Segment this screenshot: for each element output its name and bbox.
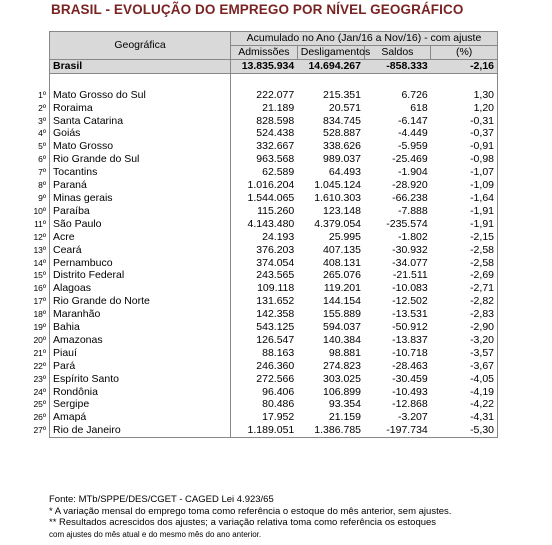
desligamentos-value: 98.881: [328, 346, 361, 359]
percent-value: 1,30: [431, 89, 498, 102]
percent-value: -4,05: [431, 373, 498, 386]
rank-label: 13º: [33, 244, 46, 255]
percent-value: -2,58: [431, 257, 498, 270]
table-row: [50, 424, 498, 437]
state-name: Amazonas: [53, 333, 103, 346]
table-row: [50, 360, 498, 373]
saldos-value: -10.493: [392, 385, 428, 398]
state-name: Pará: [53, 359, 76, 372]
admissoes-value: 96.406: [262, 385, 295, 398]
saldos-value: -12.502: [392, 295, 428, 308]
desligamentos-value: 1.045.124: [314, 179, 361, 192]
state-cell: [38, 88, 231, 102]
header-percent: (%): [431, 45, 498, 59]
page-title: BRASIL - EVOLUÇÃO DO EMPREGO POR NÍVEL GEOGRÁFICO: [51, 2, 464, 17]
state-name: Paraná: [53, 179, 87, 192]
table-row: [50, 231, 498, 244]
saldos-value: -13.531: [392, 308, 428, 321]
saldos-value: -5.959: [397, 140, 428, 153]
state-name: Minas gerais: [53, 191, 113, 204]
table-row: [50, 166, 498, 179]
state-cell: [33, 359, 231, 373]
admissoes-value: 17.952: [262, 411, 295, 424]
footnotes: [49, 494, 539, 540]
admissoes-value: 543.125: [256, 321, 295, 334]
saldos-value: -34.077: [392, 256, 428, 269]
percent-value: -0,37: [431, 127, 498, 140]
percent-value: -4,31: [431, 411, 498, 424]
rank-label: 7º: [38, 167, 46, 178]
admissoes-value: 1.016.204: [247, 179, 295, 192]
state-name: São Paulo: [53, 217, 102, 230]
saldos-value: -28.920: [392, 179, 428, 192]
rank-label: 25º: [33, 399, 46, 410]
admissoes-value: 246.360: [256, 359, 295, 372]
admissoes-value: 88.163: [262, 346, 295, 359]
rank-label: 3º: [38, 115, 46, 126]
brasil-name: Brasil: [50, 59, 231, 73]
percent-value: -2,58: [431, 244, 498, 257]
state-name: Mato Grosso do Sul: [53, 88, 146, 101]
admissoes-value: 963.568: [256, 153, 295, 166]
employment-table: [33, 31, 498, 438]
saldos-value: -197.734: [364, 424, 431, 437]
table-row: [50, 244, 498, 257]
state-name: Pernambuco: [53, 256, 113, 269]
saldos-value: -4.449: [397, 127, 428, 140]
saldos-value: -6.147: [397, 114, 428, 127]
state-name: Rio Grande do Norte: [53, 295, 150, 308]
percent-value: -3,67: [431, 360, 498, 373]
saldos-value: -30.459: [392, 372, 428, 385]
desligamentos-value: 93.354: [328, 398, 361, 411]
state-cell: [38, 153, 231, 166]
percent-value: -4,19: [431, 386, 498, 399]
state-cell: [33, 295, 231, 308]
state-cell: [33, 385, 231, 399]
desligamentos-value: 140.384: [323, 333, 361, 346]
desligamentos-value: 407.135: [323, 243, 361, 256]
saldos-value: -50.912: [392, 321, 428, 334]
state-name: Tocantins: [53, 166, 98, 179]
saldos-value: 618: [410, 101, 428, 114]
state-cell: [33, 204, 231, 218]
rank-label: 24º: [33, 386, 46, 397]
header-period: Acumulado no Ano (Jan/16 a Nov/16) - com ajuste: [231, 32, 498, 46]
saldos-value: -7.888: [397, 204, 428, 217]
saldos-value: -21.511: [392, 269, 428, 282]
table-row: [50, 411, 498, 424]
percent-value: -0,98: [431, 153, 498, 166]
saldos-value: -10.083: [392, 282, 428, 295]
admissoes-value: 21.189: [262, 101, 295, 114]
table-row: [50, 269, 498, 282]
desligamentos-value: 64.493: [328, 166, 361, 179]
rank-label: 27º: [33, 425, 46, 436]
rank-label: 21º: [33, 347, 46, 358]
admissoes-value: 332.667: [256, 140, 295, 153]
saldos-value: -66.238: [392, 191, 428, 204]
admissoes-value: 376.203: [256, 243, 295, 256]
saldos-value: -1.904: [397, 166, 428, 179]
rank-label: 22º: [33, 360, 46, 371]
table-row: [50, 321, 498, 334]
percent-value: -5,30: [431, 424, 498, 437]
header-desligamentos: Desligamentos: [297, 45, 364, 59]
state-name: Distrito Federal: [53, 269, 125, 282]
state-cell: [38, 179, 231, 192]
state-cell: [33, 411, 231, 424]
table-row: [50, 334, 498, 347]
percent-value: -0,91: [431, 140, 498, 153]
desligamentos-value: 21.159: [328, 411, 361, 424]
desligamentos-value: 834.745: [323, 114, 361, 127]
percent-value: -2,15: [431, 231, 498, 244]
state-cell: [38, 140, 231, 153]
desligamentos-value: 989.037: [323, 153, 361, 166]
state-cell: [33, 282, 231, 295]
brasil-saldos: -858.333: [364, 59, 431, 73]
saldos-value: -235.574: [386, 217, 428, 230]
state-name: Rio de Janeiro: [53, 424, 121, 437]
state-cell: [33, 230, 231, 244]
desligamentos-value: 106.899: [323, 385, 361, 398]
state-name: Paraíba: [53, 204, 90, 217]
percent-value: -3,57: [431, 347, 498, 360]
state-cell: [33, 398, 231, 411]
rank-label: 19º: [33, 322, 46, 333]
desligamentos-value: 144.154: [323, 295, 361, 308]
admissoes-value: 222.077: [256, 88, 295, 101]
brasil-percent: -2,16: [431, 59, 498, 73]
table-row: [50, 205, 498, 218]
rank-label: 9º: [38, 192, 46, 203]
saldos-value: -28.463: [392, 359, 428, 372]
state-cell: [33, 346, 231, 360]
rank-label: 4º: [38, 128, 46, 139]
saldos-value: -1.802: [397, 230, 428, 243]
admissoes-value: 524.438: [256, 127, 295, 140]
footnote-1: * A variação mensal do emprego toma como referência o estoque do mês anterior, sem ajustes.: [49, 505, 452, 517]
state-cell: [33, 243, 231, 257]
desligamentos-value: 4.379.054: [314, 217, 361, 230]
state-name: Rio Grande do Sul: [53, 153, 140, 166]
rank-label: 12º: [33, 231, 46, 242]
desligamentos-value: 123.148: [323, 204, 361, 217]
rank-label: 16º: [33, 283, 46, 294]
desligamentos-value: 1.386.785: [297, 424, 364, 437]
state-cell: [38, 127, 231, 140]
desligamentos-value: 1.610.303: [314, 191, 361, 204]
percent-value: -2,71: [431, 282, 498, 295]
admissoes-value: 1.189.051: [231, 424, 298, 437]
admissoes-value: 828.598: [256, 114, 295, 127]
state-cell: [38, 114, 231, 128]
table-row: [50, 115, 498, 128]
percent-value: -1,91: [431, 218, 498, 231]
rank-label: 23º: [33, 373, 46, 384]
brasil-row: [50, 59, 498, 73]
admissoes-value: 374.054: [256, 256, 295, 269]
state-name: Maranhão: [53, 308, 101, 321]
percent-value: -1,09: [431, 179, 498, 192]
state-cell: [38, 101, 231, 115]
footnote-2: ** Resultados acrescidos dos ajustes; a variação relativa toma como referência os estoques: [49, 517, 437, 528]
state-name: Sergipe: [53, 398, 90, 411]
rank-label: 17º: [33, 296, 46, 307]
state-name: Santa Catarina: [53, 114, 124, 127]
state-name: Roraima: [53, 101, 93, 114]
percent-value: -1,91: [431, 205, 498, 218]
table-row: [50, 102, 498, 115]
state-cell: [33, 269, 231, 282]
table-row: [50, 192, 498, 205]
desligamentos-value: 265.076: [323, 269, 361, 282]
table-row: [50, 257, 498, 270]
desligamentos-value: 119.201: [323, 282, 361, 295]
rank-label: 14º: [33, 257, 46, 268]
percent-value: -3,20: [431, 334, 498, 347]
saldos-value: -25.469: [392, 153, 428, 166]
admissoes-value: 115.260: [257, 204, 295, 217]
state-cell: [33, 321, 231, 334]
state-cell: [38, 191, 231, 205]
rank-label: 20º: [33, 334, 46, 345]
header-saldos: Saldos: [364, 45, 431, 59]
desligamentos-value: 303.025: [323, 372, 361, 385]
admissoes-value: 62.589: [262, 166, 295, 179]
rank-label: 6º: [38, 154, 46, 165]
rank-label: 2º: [38, 102, 46, 113]
rank-label: 8º: [38, 180, 46, 191]
saldos-value: 6.726: [401, 88, 428, 101]
state-cell: [33, 256, 231, 270]
admissoes-value: 4.143.480: [247, 217, 295, 230]
table-row: [50, 347, 498, 360]
state-cell: [34, 217, 231, 231]
state-name: Goiás: [53, 127, 81, 140]
saldos-value: -12.868: [392, 398, 428, 411]
rank-label: 10º: [33, 205, 46, 216]
percent-value: -0,31: [431, 115, 498, 128]
state-name: Alagoas: [53, 282, 91, 295]
table-row: [50, 89, 498, 102]
percent-value: -4,22: [431, 398, 498, 411]
saldos-value: -3.207: [397, 411, 428, 424]
admissoes-value: 80.486: [262, 398, 295, 411]
desligamentos-value: 215.351: [323, 88, 361, 101]
state-cell: [33, 372, 231, 386]
desligamentos-value: 155.889: [323, 308, 361, 321]
header-admissoes: Admissões: [231, 45, 298, 59]
table-row: [50, 373, 498, 386]
state-name: Acre: [53, 230, 75, 243]
table-row: [50, 140, 498, 153]
state-name: Rondônia: [53, 385, 98, 398]
state-cell: [33, 424, 231, 437]
state-cell: [33, 308, 231, 321]
table-row: [50, 218, 498, 231]
desligamentos-value: 594.037: [323, 321, 361, 334]
table-row: [50, 386, 498, 399]
admissoes-value: 142.358: [256, 308, 295, 321]
state-name: Bahia: [53, 321, 80, 334]
rank-label: 15º: [33, 270, 46, 281]
state-cell: [38, 166, 231, 179]
admissoes-value: 243.565: [256, 269, 295, 282]
table-row: [50, 179, 498, 192]
state-name: Espírito Santo: [53, 372, 119, 385]
table-row: [50, 127, 498, 140]
desligamentos-value: 274.823: [323, 359, 361, 372]
percent-value: -2,82: [431, 295, 498, 308]
rank-label: 18º: [33, 309, 46, 320]
admissoes-value: 272.566: [256, 372, 295, 385]
table-row: [50, 295, 498, 308]
percent-value: -1,64: [431, 192, 498, 205]
rank-label: 11º: [34, 218, 46, 229]
percent-value: -2,69: [431, 269, 498, 282]
brasil-admissoes: 13.835.934: [231, 59, 298, 73]
rank-label: 26º: [33, 412, 46, 423]
table-row: [50, 308, 498, 321]
state-name: Mato Grosso: [53, 140, 114, 153]
state-name: Amapá: [53, 411, 87, 424]
desligamentos-value: 408.131: [323, 256, 361, 269]
desligamentos-value: 20.571: [328, 101, 361, 114]
footnote-3: com ajustes do mês atual e do mesmo mês do ano anterior.: [49, 529, 262, 539]
admissoes-value: 24.193: [262, 230, 295, 243]
admissoes-value: 1.544.065: [247, 191, 295, 204]
rank-label: 5º: [38, 141, 46, 152]
brasil-desligamentos: 14.694.267: [297, 59, 364, 73]
saldos-value: -13.837: [392, 333, 428, 346]
source-note: Fonte: MTb/SPPE/DES/CGET - CAGED Lei 4.923/65: [49, 494, 274, 505]
spacer-row: [50, 73, 498, 89]
desligamentos-value: 338.626: [323, 140, 361, 153]
saldos-value: -10.718: [392, 346, 428, 359]
rank-label: 1º: [38, 89, 46, 100]
percent-value: -2,83: [431, 308, 498, 321]
admissoes-value: 109.118: [257, 282, 295, 295]
table-header-row-1: [50, 32, 498, 46]
state-name: Piauí: [53, 346, 77, 359]
table-row: [50, 153, 498, 166]
admissoes-value: 131.652: [256, 295, 295, 308]
table-row: [50, 282, 498, 295]
percent-value: 1,20: [431, 102, 498, 115]
desligamentos-value: 25.995: [328, 230, 361, 243]
admissoes-value: 126.547: [256, 333, 295, 346]
desligamentos-value: 528.887: [323, 127, 361, 140]
state-cell: [33, 333, 231, 347]
header-geo: Geográfica: [50, 32, 231, 60]
saldos-value: -30.932: [392, 243, 428, 256]
state-name: Ceará: [53, 243, 82, 256]
percent-value: -1,07: [431, 166, 498, 179]
percent-value: -2,90: [431, 321, 498, 334]
table-row: [50, 398, 498, 411]
